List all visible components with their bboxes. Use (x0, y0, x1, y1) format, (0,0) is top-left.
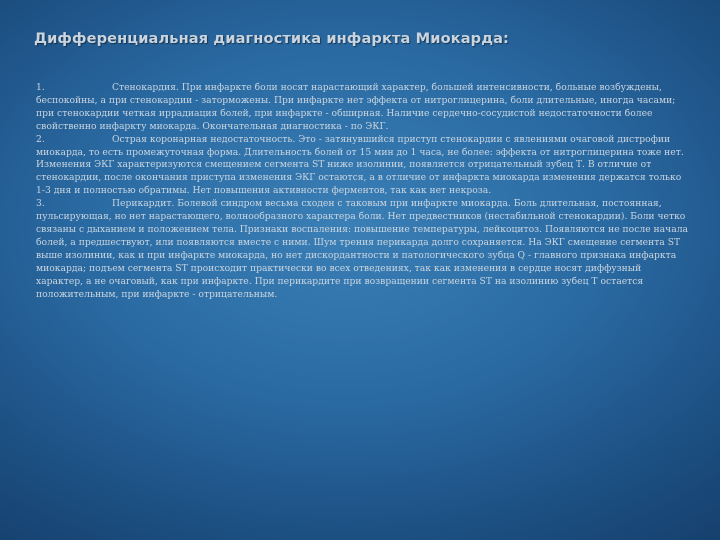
list-item-number: 1. (36, 82, 45, 93)
list-item-2 (36, 134, 690, 199)
list-item-text: Стенокардия. При инфаркте боли носят нарастающий характер, большей интенсивности, больные возбуждены, беспокойны, а при стенокардии - заторможены. При инфаркте нет эффекта от нитроглицерина, боли длительные, иногда часами; при стенокардии четкая иррадиация болей, при инфаркте - обширная. Наличие сердечно-сосудистой недостаточности более свойственно инфаркту миокарда. Окончательная диагностика - по ЭКГ. (36, 82, 676, 132)
list-item-number: 2. (36, 133, 45, 145)
slide-title: Дифференциальная диагностика инфаркта Миокарда: (34, 30, 509, 47)
list-item-3 (36, 198, 690, 301)
list-item-number: 3. (36, 198, 45, 210)
list-item-text: Перикардит. Болевой синдром весьма сходен с таковым при инфаркте миокарда. Боль длительная, постоянная, пульсирующая, но нет нарастающего, волнообразного характера боли. Нет предвестников (нестабильной стенокардии). Боли четко связаны с дыханием и положением тела. Признаки воспаления: повышение температуры, лейкоцитоз. Появляются не после начала болей, а предшествуют, или появляются вместе с ними. Шум трения перикарда долго сохраняется. На ЭКГ смещение сегмента ST выше изолинии, как и при инфаркте миокарда, но нет дискордантности и патологического зубца Q - главного признака инфаркта миокарда; подъем сегмента ST происходит практически во всех отведениях, так как изменения в сердце носят диффузный характер, а не очаговый, как при инфаркте. При перикардите при возвращении сегмента ST на изолинию зубец Т остается положительным, при инфаркте - отрицательным. (36, 198, 689, 300)
list-item-text: Острая коронарная недостаточность. Это - затянувшийся приступ стенокардии с явлениями очаговой дистрофии миокарда, то есть промежуточная форма. Длительность болей от 15 мин до 1 часа, не более: эффекта от нитроглицерина тоже нет. Изменения ЭКГ характеризуются смещением сегмента ST ниже изолинии, появляется отрицательный зубец Т. В отличие от стенокардии, после окончания приступа изменения ЭКГ остаются, а в отличие от инфаркта миокарда изменения держатся только 1-3 дня и полностью обратимы. Нет повышения активности ферментов, так как нет некроза. (36, 133, 684, 197)
list-item-1 (36, 82, 690, 134)
slide-body (36, 82, 690, 301)
